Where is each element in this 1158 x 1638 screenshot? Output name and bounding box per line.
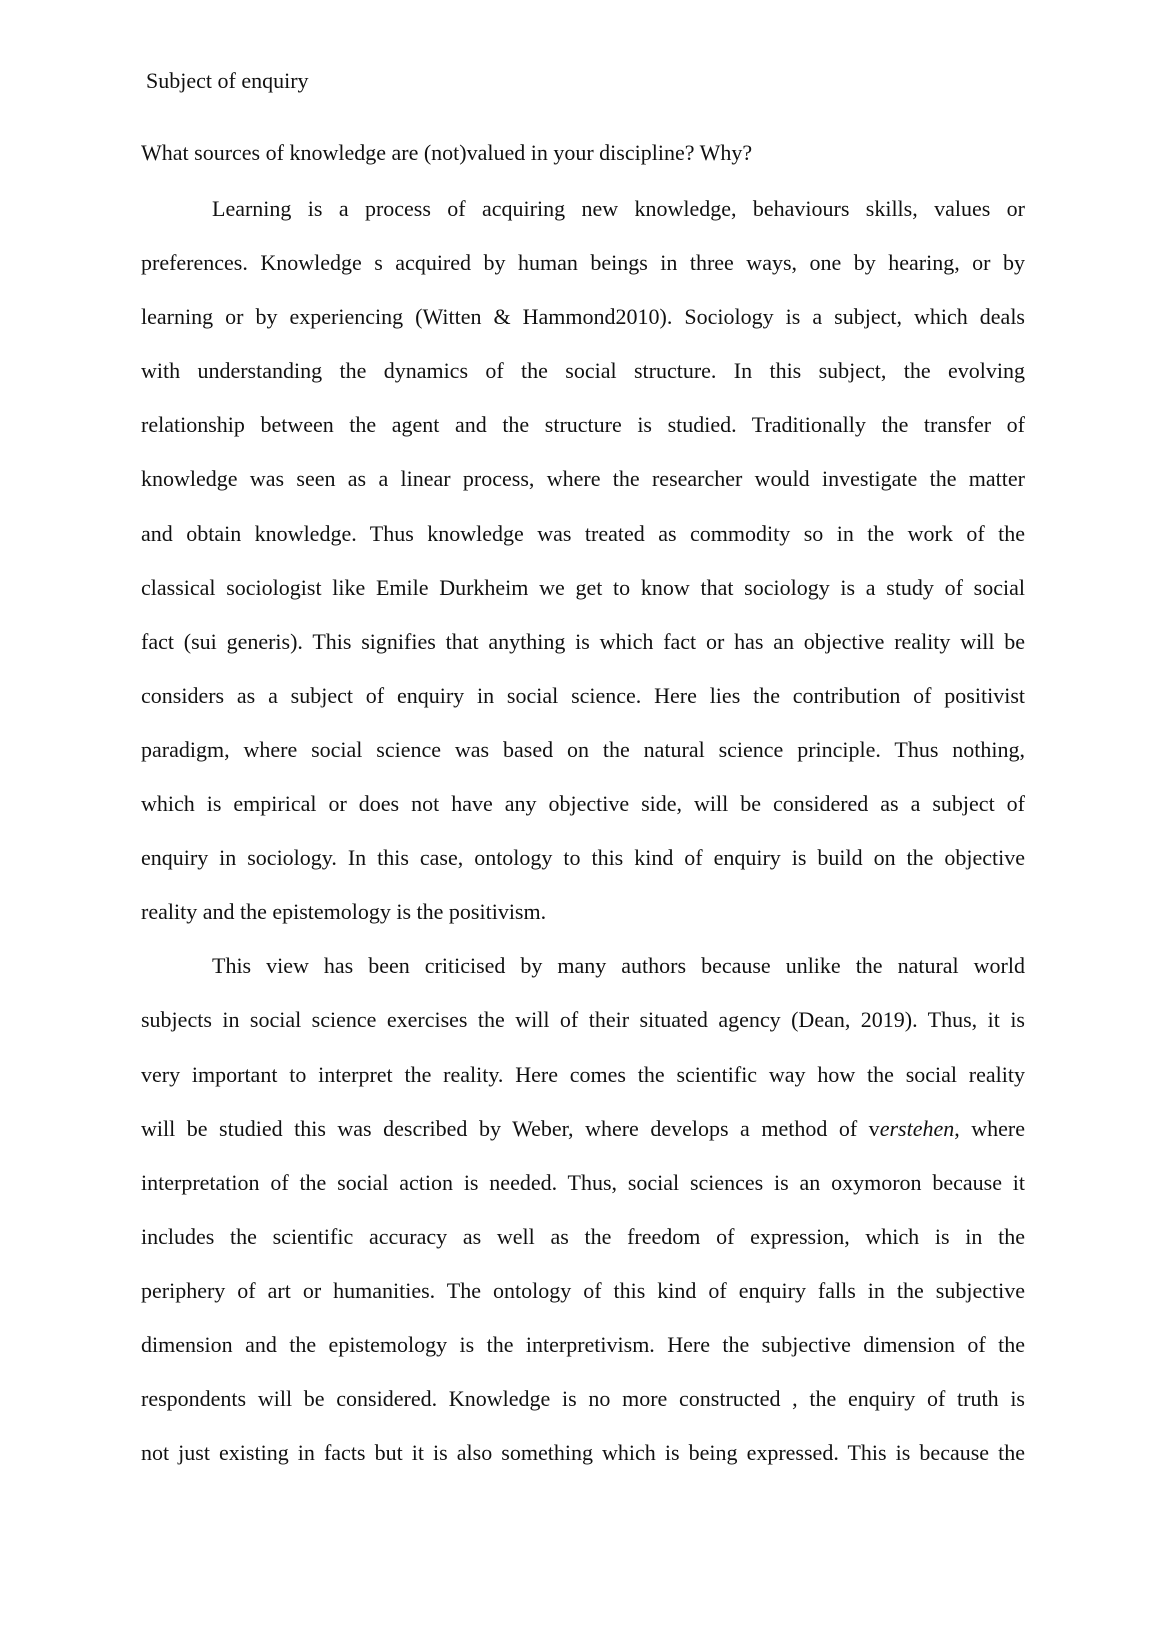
text-line: respondents will be considered. Knowledge is no more constructed , the enquiry of truth is [141, 1386, 1025, 1412]
paragraph-1 [141, 182, 1025, 939]
text-line: fact (sui generis). This signifies that anything is which fact or has an objective reality will be [141, 628, 1025, 654]
italic-term: erstehen [879, 1115, 955, 1141]
text-line: dimension and the epistemology is the interpretivism. Here the subjective dimension of the [141, 1331, 1025, 1357]
text-line: paradigm, where social science was based on the natural science principle. Thus nothing, [141, 736, 1025, 762]
text-line: not just existing in facts but it is also something which is being expressed. This is because the [141, 1440, 1025, 1466]
text-line: considers as a subject of enquiry in social science. Here lies the contribution of positivist [141, 682, 1025, 708]
text-line: enquiry in sociology. In this case, ontology to this kind of enquiry is build on the objective [141, 845, 1025, 871]
running-head: Subject of enquiry [146, 68, 309, 93]
text-line: includes the scientific accuracy as well as the freedom of expression, which is in the [141, 1223, 1025, 1249]
text-line: which is empirical or does not have any objective side, will be considered as a subject of [141, 791, 1025, 817]
text-line: This view has been criticised by many authors because unlike the natural world [212, 953, 1025, 979]
text-line: relationship between the agent and the structure is studied. Traditionally the transfer of [141, 412, 1025, 438]
text-line: interpretation of the social action is needed. Thus, social sciences is an oxymoron because it [141, 1169, 1025, 1195]
body-text [141, 182, 1025, 1480]
paragraph-2 [141, 939, 1025, 1480]
text-line: very important to interpret the reality. Here comes the scientific way how the social reality [141, 1061, 1025, 1087]
text-line-with-italic [141, 1102, 1025, 1156]
text-line: classical sociologist like Emile Durkheim we get to know that sociology is a study of social [141, 574, 1025, 600]
text-line: subjects in social science exercises the will of their situated agency (Dean, 2019). Thus, it is [141, 1007, 1025, 1033]
text-line: preferences. Knowledge s acquired by human beings in three ways, one by hearing, or by [141, 250, 1025, 276]
text-segment: , where [954, 1115, 1025, 1141]
question-heading: What sources of knowledge are (not)valued in your discipline? Why? [141, 140, 753, 165]
text-line: and obtain knowledge. Thus knowledge was treated as commodity so in the work of the [141, 520, 1025, 546]
text-segment: will be studied this was described by Weber, where develops a method of v [141, 1115, 880, 1141]
text-line: reality and the epistemology is the positivism. [141, 899, 547, 925]
text-line: with understanding the dynamics of the social structure. In this subject, the evolving [141, 358, 1025, 384]
text-line: knowledge was seen as a linear process, where the researcher would investigate the matter [141, 466, 1025, 492]
text-line: periphery of art or humanities. The ontology of this kind of enquiry falls in the subjective [141, 1277, 1025, 1303]
text-line: Learning is a process of acquiring new knowledge, behaviours skills, values or [212, 196, 1025, 221]
text-line: learning or by experiencing (Witten & Hammond2010). Sociology is a subject, which deals [141, 304, 1025, 330]
